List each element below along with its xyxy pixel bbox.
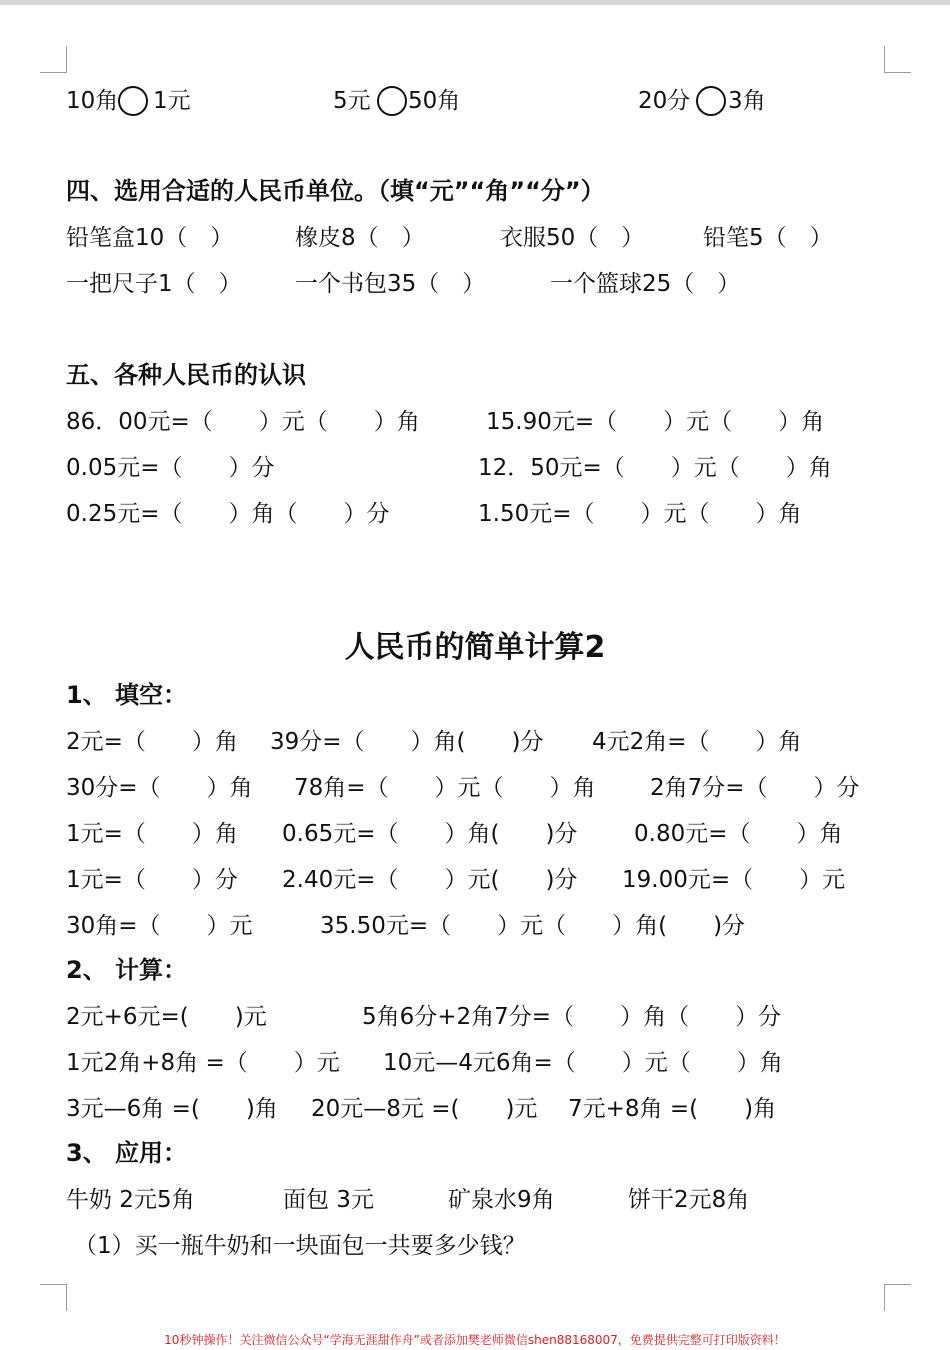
section5-item: 0.25元=（ ）角（ ）分 [66,501,390,527]
calc-item: 2元+6元=( )元 [66,1004,267,1030]
compare-circle-3[interactable] [696,86,726,116]
section4-heading: 四、选用合适的人民币单位。（填“元”“角”“分”） [66,177,605,205]
compare-left-1: 10角 [66,88,119,114]
fill-item: 78角=（ ）元（ ）角 [294,775,596,801]
fill-item: 0.65元=（ ）角( )分 [282,821,578,847]
price-item: 饼干2元8角 [628,1187,750,1213]
fill-item: 2角7分=（ ）分 [650,775,860,801]
section4-item: 一把尺子1（ ） [66,271,242,297]
section4-item: 铅笔盒10（ ） [66,225,234,251]
calc-item: 20元—8元 =( )元 [311,1096,538,1122]
fill-item: 39分=（ ）角( )分 [270,729,544,755]
price-item: 面包 3元 [283,1187,374,1213]
section4-item: 一个篮球25（ ） [550,271,741,297]
section5-item: 12．50元=（ ）元（ ）角 [478,455,832,481]
fill-item: 2元=（ ）角 [66,729,238,755]
footer-notice: 10秒钟操作！关注微信公众号“学海无涯甜作舟”或者添加樊老师微信shen88168007，免费提供完整可打印版资料！ [164,1333,786,1347]
fill-item: 0.80元=（ ）角 [634,821,843,847]
compare-circle-2[interactable] [377,86,407,116]
compare-right-1: 1元 [153,88,191,114]
section4-item: 一个书包35（ ） [295,271,486,297]
corner-mark-bottom-right [884,1284,911,1311]
fill-item: 30角=（ ）元 [66,913,253,939]
fill-item: 30分=（ ）角 [66,775,253,801]
calc-item: 1元2角+8角 =（ ）元 [66,1050,340,1076]
corner-mark-top-right [884,46,911,73]
question-1: （1）买一瓶牛奶和一块面包一共要多少钱？ [74,1233,526,1259]
fill-item: 1元=（ ）角 [66,821,238,847]
compare-right-3: 3角 [728,88,766,114]
fill-item: 2.40元=（ ）元( )分 [282,867,578,893]
compare-circle-1[interactable] [118,86,148,116]
part3-heading: 3、 应用： [66,1139,188,1167]
section5-item: 1.50元=（ ）元（ ）角 [478,501,802,527]
calc-item: 3元—6角 =( )角 [66,1096,278,1122]
price-item: 矿泉水9角 [448,1187,555,1213]
section5-heading: 五、各种人民币的认识 [66,361,306,389]
corner-mark-top-left [40,46,67,73]
fill-item: 4元2角=（ ）角 [592,729,802,755]
section4-item: 橡皮8（ ） [295,225,425,251]
section4-item: 衣服50（ ） [500,225,645,251]
part2-heading: 2、 计算： [66,956,188,984]
fill-item: 35.50元=（ ）元（ ）角( )分 [320,913,746,939]
compare-left-2: 5元 [333,88,371,114]
section5-item: 86．00元=（ ）元（ ）角 [66,409,420,435]
page-title: 人民币的简单计算2 [344,630,606,665]
section5-item: 15.90元=（ ）元（ ）角 [486,409,825,435]
top-edge [0,0,950,5]
fill-item: 19.00元=（ ）元 [622,867,846,893]
part1-heading: 1、 填空： [66,681,188,709]
section4-item: 铅笔5（ ） [703,225,833,251]
fill-item: 1元=（ ）分 [66,867,238,893]
compare-left-3: 20分 [638,88,691,114]
corner-mark-bottom-left [40,1284,67,1311]
calc-item: 7元+8角 =( )角 [568,1096,777,1122]
section5-item: 0.05元=（ ）分 [66,455,275,481]
calc-item: 10元—4元6角=（ ）元（ ）角 [383,1050,783,1076]
compare-right-2: 50角 [408,88,461,114]
price-item: 牛奶 2元5角 [66,1187,195,1213]
calc-item: 5角6分+2角7分=（ ）角（ ）分 [362,1004,782,1030]
